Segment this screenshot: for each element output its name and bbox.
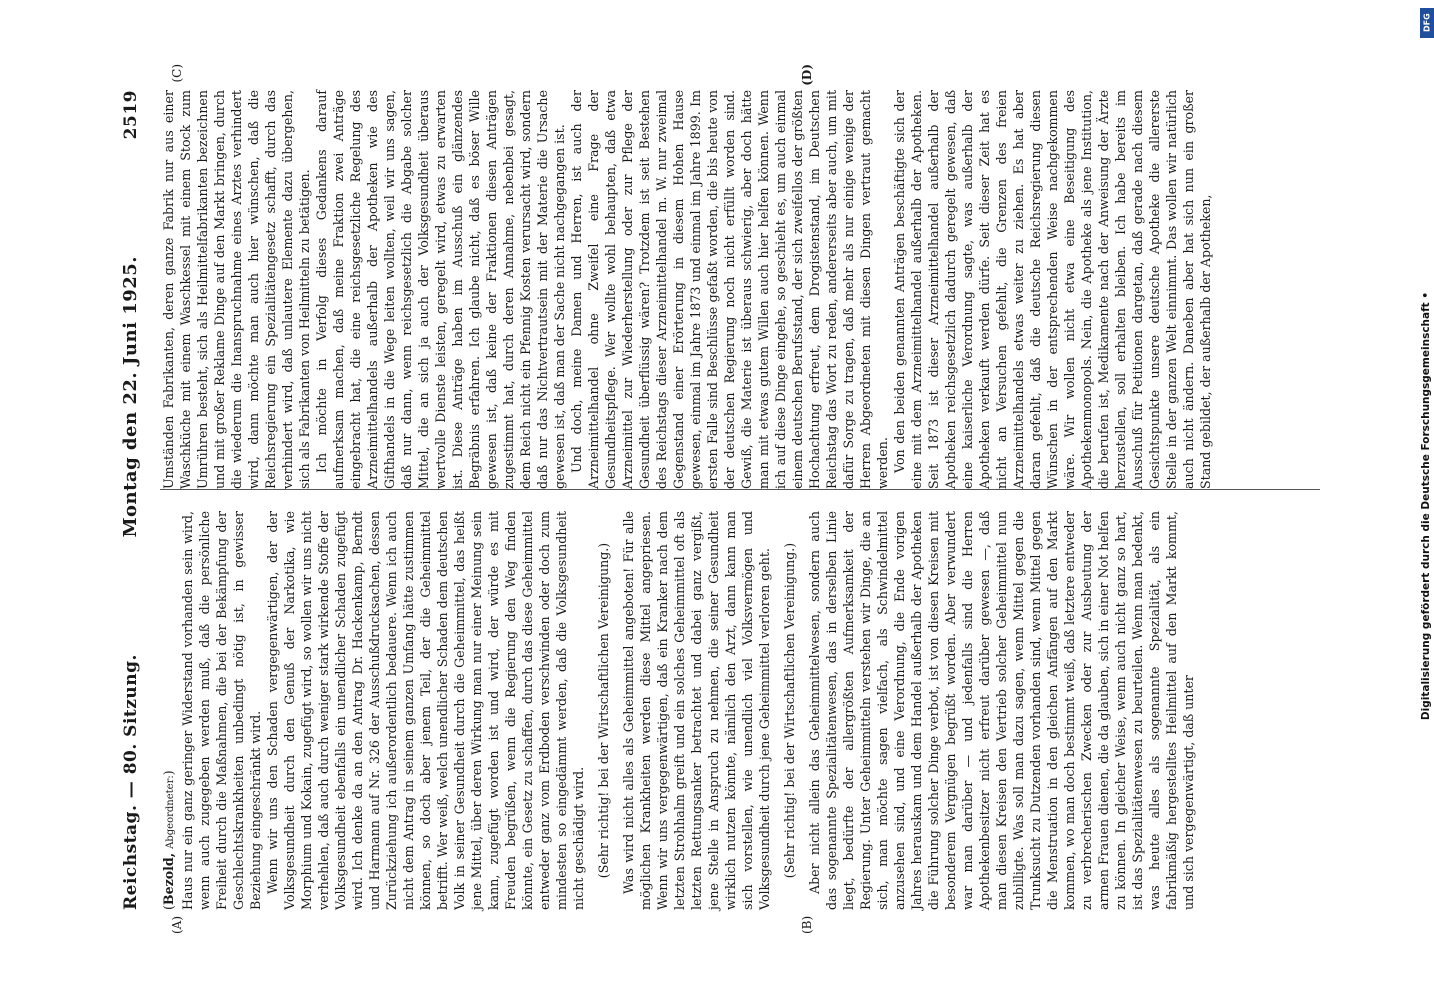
paragraph: Umständen Fabrikanten, deren ganze Fabrik nur aus einer Waschküche mit einem Waschkessel mit einem Stock zum Umrühren besteht, sich als Heilmittelfabrikanten bezeichnen und mit großer Reklame Dinge auf den Markt bringen, durch die wiederum die Inanspruchnahme eines Arztes verhindert wird, dann möchte man auch hier wünschen, daß die Reichsregierung ein Spezialitätengesetz schafft, durch das verhindert wird, daß unlautere Elemente dazu übergehen, sich als Fabrikanten von Heilmitteln zu betätigen. xyxy=(161,90,312,489)
document-page xyxy=(100,60,1340,940)
page-header xyxy=(120,90,148,910)
paragraph: Wenn wir uns den Schaden vergegenwärtigen, der der Volksgesundheit durch den Genuß der Narkotika, wie Morphium und Kokain, zugefügt wird, so wollen wir uns nicht verhehlen, daß auch durch weniger stark wirkende Stoffe der Volksgesundheit ebenfalls ein unendlicher Schaden zugefügt wird. Ich denke da an den Antrag Dr. Hackenkamp, Berndt und Harmann auf Nr. 326 der Ausschußdrucksachen, dessen Zurückziehung ich außerordentlich bedauere. Wenn ich auch nicht dem Antrag in seinem ganzen Umfang hätte zustimmen können, so doch aber jenem Teil, der die Geheimmittel betrifft. Wer weiß, welch unendlicher Schaden dem deutschen Volk in seiner Gesundheit durch die Geheimmittel, das heißt jene Mittel, über deren Wirkung man nur einer Meinung sein kann, zugefügt worden ist und wird, der würde es mit Freuden begrüßen, wenn die Regierung den Weg finden könnte, ein Gesetz zu schaffen, durch das diese Geheimmittel entweder ganz vom Erdboden verschwinden oder doch zum mindesten so eingedämmt werden, daß die Volksgesundheit nicht geschädigt wird. xyxy=(265,511,586,910)
paragraph: Was wird nicht alles als Geheimmittel angeboten! Für alle möglichen Krankheiten werden diese Mittel angepriesen. Wenn wir uns vergegenwärtigen, daß ein Kranker nach dem letzten Strohhalm greift und ein solches Geheimmittel oft als letzten Rettungsanker betrachtet und dabei ganz vergißt, jene Stelle in Anspruch zu nehmen, die seiner Gesundheit wirklich nutzen könnte, nämlich den Arzt, dann kann man sich vorstellen, wie unendlich viel Volksvermögen und Volksgesundheit durch jene Geheimmittel verloren geht. xyxy=(621,511,772,910)
paragraph: (Bezold, Abgeordneter:) xyxy=(161,770,176,910)
paragraph: Haus nur ein ganz geringer Widerstand vorhanden sein wird, wenn auch zugegeben werden muß, daß die persönliche Freiheit durch die Maßnahmen, die bei der Bekämpfung der Geschlechtskrankheiten unbedingt nötig ist, in gewisser Beziehung eingeschränkt wird. xyxy=(180,511,263,910)
dfg-logo: DFG xyxy=(1420,8,1434,38)
left-column xyxy=(160,511,1320,910)
page-number: 2519 xyxy=(121,90,141,140)
speaker-name: Bezold, xyxy=(161,852,176,906)
paragraph: Von den beiden genannten Anträgen beschäftigte sich der eine mit dem Arzneimittelhandel außerhalb der Apotheken. Seit 1873 ist dieser Arzneimittelhandel außerhalb der Apotheken reichsgesetzlich dadurch geregelt gewesen, daß eine kaiserliche Verordnung sagte, was außerhalb der Apotheken verkauft werden dürfe. Seit dieser Zeit hat es nicht an Versuchen gefehlt, die Grenzen des freien Arzneimittelhandels etwas weiter zu ziehen. Es hat aber daran gefehlt, daß die deutsche Reichsregierung diesen Wünschen in der entsprechenden Weise nachgekommen wäre. Wir wollen nicht etwa eine Beseitigung des Apothekenmonopols. Nein, die Apotheke als jene Institution, die berufen ist, Medikamente nach der Anweisung der Ärzte herzustellen, soll erhalten bleiben. Ich habe bereits im Ausschuß für Petitionen dargetan, daß gerade nach diesem Gesichtspunkte unsere deutsche Apotheke die allererste Stelle in der ganzen Welt einnimmt. Das wollen wir natürlich auch nicht ändern. Daneben aber hat sich nun ein großer Stand gebildet, der außerhalb der Apotheken, xyxy=(892,90,1213,489)
speaker-role: Abgeordneter: xyxy=(165,775,176,849)
digitization-credit: Digitalisierung gefördert durch die Deutsche Forschungsgemeinschaft • xyxy=(1420,291,1432,721)
paragraph: Ich möchte in Verfolg dieses Gedankens darauf aufmerksam machen, daß meine Fraktion zwei Anträge eingebracht hat, die eine reichsgesetzliche Regelung des Arzneimittelhandels außerhalb der Apotheken wie des Gifthandels in die Wege leiten wollten, weil wir uns sagen, daß nur dann, wenn reichsgesetzlich die Abgabe solcher Mittel, die an sich ja auch der Volksgesundheit überaus wertvolle Dienste leisten, geregelt wird, etwas zu erwarten ist. Diese Anträge haben im Ausschuß ein glänzendes Begräbnis erfahren. Ich glaube nicht, daß es böser Wille gewesen ist, daß keine der Fraktionen diesen Anträgen zugestimmt hat, durch deren Annahme, nebenbei gesagt, dem Reich nicht ein Pfennig Kosten verursacht wird, sondern daß nur das Nichtvertrautsein mit der Materie die Ursache gewesen ist, daß man der Sache nicht nachgegangen ist. xyxy=(314,90,567,489)
margin-marker-c: (C) xyxy=(170,64,184,83)
margin-marker-a: (A) xyxy=(170,915,184,934)
margin-marker-d: (D) xyxy=(800,64,814,86)
paragraph: Und doch, meine Damen und Herren, ist auch der Arzneimittelhandel ohne Zweifel eine Frage der Gesundheitspflege. Wer wollte wohl behaupten, daß etwa Arzneimittel zur Wiederherstellung oder zur Pflege der Gesundheit überflüssig wären? Trotzdem ist seit Bestehen des Reichstags dieser Arzneimittelhandel m. W. nur zweimal Gegenstand einer Erörterung in diesem Hohen Hause gewesen, einmal im Jahre 1873 und einmal im Jahre 1899. Im ersten Falle sind Beschlüsse gefaßt worden, die bis heute von der deutschen Regierung noch nicht erfüllt worden sind. Gewiß, die Materie ist überaus schwierig, aber doch hätte man mit etwas gutem Willen auch hier helfen können. Wenn ich auf diese Dinge eingehe, so geschieht es, um auch einmal einem deutschen Berufsstand, der sich zweifellos der größten Hochachtung erfreut, dem Drogistenstand, im Deutschen Reichstag das Wort zu reden, andererseits aber auch, um mit dafür Sorge zu tragen, daß mehr als nur einige wenige der Herren Abgeordneten mit diesen Dingen vertraut gemacht werden. xyxy=(569,90,890,489)
margin-marker-b: (B) xyxy=(800,915,814,934)
text-columns xyxy=(160,90,1320,910)
interjection: (Sehr richtig! bei der Wirtschaftlichen Vereinigung.) xyxy=(782,542,797,879)
digitization-sidebar xyxy=(1420,0,1434,1000)
right-column xyxy=(160,90,1320,489)
header-date: Montag den 22. Juni 1925. xyxy=(120,255,141,538)
interjection: (Sehr richtig! bei der Wirtschaftlichen Vereinigung.) xyxy=(596,542,611,879)
paragraph: Aber nicht allein das Geheimmittelwesen, sondern auch das sogenannte Spezialitätenwesen, das in derselben Linie liegt, bedürfte der allergrößten Aufmerksamkeit der Regierung. Unter Geheimmitteln verstehen wir Dinge, die an sich, man möchte sagen vielfach, als Schwindelmittel anzusehen sind, und eine Verordnung, die Ende vorigen Jahres herauskam und dem Handel außerhalb der Apotheken die Führung solcher Dinge verbot, ist von diesen Kreisen mit besonderem Vergnügen begrüßt worden. Aber verwundert war man darüber — und jedenfalls sind die Herren Apothekenbesitzer nicht erfreut darüber gewesen —, daß man diesen Kreisen den Vertrieb solcher Geheimmittel nun zubilligte. Was soll man dazu sagen, wenn Mittel gegen die Trunksucht zu Dutzenden vorhanden sind, wenn Mittel gegen die Menstruation in den gleichen Anfängen auf den Markt kommen, wo man doch bestimmt weiß, daß letztere entweder zu verbrecherischen Zwecken oder zur Ausbeutung der armen Frauen dienen, die da glauben, sich in einer Not helfen zu können. In gleicher Weise, wenn auch nicht ganz so hart, ist das Spezialitätenwesen zu beurteilen. Wenn man bedenkt, was heute alles als sogenannte Spezialität, als ein fabrikmäßig hergestelltes Heilmittel auf den Markt kommt, und sich vergegenwärtigt, daß unter xyxy=(807,510,1196,910)
header-left: Reichstag. — 80. Sitzung. xyxy=(121,654,141,910)
